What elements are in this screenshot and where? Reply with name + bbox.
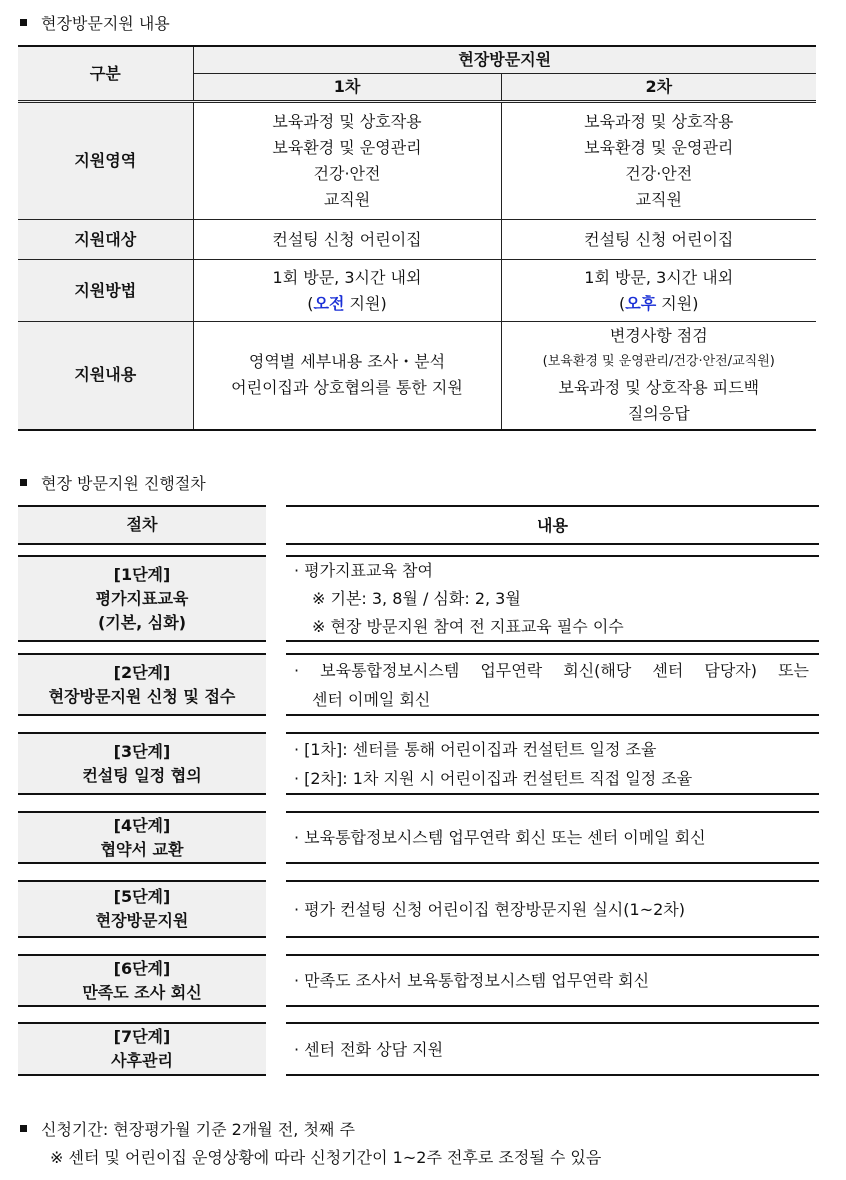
procedure-header-left: 절차 [18, 505, 266, 545]
support-content-table [18, 45, 816, 431]
step-content [286, 880, 819, 938]
step-label: [5단계] 현장방문지원 [18, 880, 266, 938]
step-label: [3단계] 컨설팅 일정 협의 [18, 732, 266, 795]
morning-highlight: 오전 [313, 293, 345, 313]
step-content [286, 653, 819, 716]
row-label: 지원방법 [18, 260, 193, 322]
cell-line: 어린이집과 상호협의를 통한 지원 [231, 378, 463, 398]
table-cell [193, 260, 501, 322]
content-line: · 보육통합정보시스템 업무연락 회신 또는 센터 이메일 회신 [294, 828, 706, 847]
step-label: [6단계] 만족도 조사 회신 [18, 954, 266, 1007]
cell-line: 변경사항 점검 [609, 326, 708, 346]
application-period-text: 신청기간: 현장평가월 기준 2개월 전, 첫째 주 [41, 1120, 355, 1139]
cell-line: 교직원 [323, 190, 371, 209]
header-group: 현장방문지원 [193, 46, 816, 74]
cell-line: 보육환경 및 운영관리 [584, 138, 734, 157]
header-col1: 1차 [193, 74, 501, 102]
row-label: 지원내용 [18, 322, 193, 430]
table-cell: 컨설팅 신청 어린이집 [501, 220, 816, 260]
header-col2: 2차 [501, 74, 816, 102]
cell-line: 보육과정 및 상호작용 피드백 [558, 378, 760, 398]
cell-line: 교직원 [635, 190, 682, 209]
bullet-square-icon [20, 19, 27, 26]
row-label: 지원대상 [18, 220, 193, 260]
header-category: 구분 [18, 46, 193, 102]
step-content [286, 954, 819, 1007]
cell-line: 보육과정 및 상호작용 [272, 112, 422, 131]
content-line: · [1차]: 센터를 통해 어린이집과 컨설턴트 일정 조율 [294, 739, 657, 759]
afternoon-highlight: 오후 [625, 293, 657, 313]
application-period [20, 1117, 355, 1140]
cell-line: 보육환경 및 운영관리 [272, 138, 422, 157]
cell-line: 보육과정 및 상호작용 [584, 112, 734, 131]
table-cell [193, 322, 501, 430]
section-title-text: 현장방문지원 내용 [41, 14, 170, 33]
cell-line: 질의응답 [627, 404, 690, 424]
content-note: ※ 기본: 3, 8월 / 심화: 2, 3월 [312, 588, 521, 608]
application-period-note: ※ 센터 및 어린이집 운영상황에 따라 신청기간이 1~2주 전후로 조정될 수 있음 [50, 1148, 602, 1167]
bullet-square-icon [20, 479, 27, 486]
content-line: 센터 이메일 회신 [312, 689, 431, 709]
content-line: · 평가 컨설팅 신청 어린이집 현장방문지원 실시(1~2차) [294, 899, 685, 919]
cell-line: 1회 방문, 3시간 내외 [272, 267, 422, 287]
content-line: · [2차]: 1차 지원 시 어린이집과 컨설턴트 직접 일정 조율 [294, 768, 693, 788]
cell-line: 건강·안전 [625, 164, 693, 183]
content-line: · 만족도 조사서 보육통합정보시스템 업무연락 회신 [294, 971, 650, 990]
step-content [286, 555, 819, 642]
table-cell [501, 102, 816, 220]
content-line: · 보육통합정보시스템 업무연락 회신(해당 센터 담당자) 또는 [294, 660, 809, 680]
cell-line: 영역별 세부내용 조사・분석 [248, 352, 446, 372]
table-cell [501, 260, 816, 322]
cell-line: 1회 방문, 3시간 내외 [584, 267, 734, 287]
table-cell [501, 322, 816, 430]
content-line: · 센터 전화 상담 지원 [294, 1039, 444, 1059]
step-content [286, 811, 819, 864]
section-title-text: 현장 방문지원 진행절차 [41, 474, 206, 493]
cell-line: 건강·안전 [313, 164, 381, 183]
step-label: [1단계] 평가지표교육 (기본, 심화) [18, 555, 266, 642]
table-cell [193, 102, 501, 220]
step-content [286, 1022, 819, 1076]
cell-line: (오후 지원) [619, 293, 699, 313]
cell-line: (보육환경 및 운영관리/건강·안전/교직원) [542, 354, 775, 370]
cell-line: (오전 지원) [307, 293, 387, 313]
step-label: [7단계] 사후관리 [18, 1022, 266, 1076]
procedure-header-right: 내용 [286, 505, 819, 545]
content-line: · 평가지표교육 참여 [294, 560, 433, 580]
bullet-square-icon [20, 1125, 27, 1132]
table-cell: 컨설팅 신청 어린이집 [193, 220, 501, 260]
content-note: ※ 현장 방문지원 참여 전 지표교육 필수 이수 [312, 616, 624, 636]
step-label: [2단계] 현장방문지원 신청 및 접수 [18, 653, 266, 716]
step-label: [4단계] 협약서 교환 [18, 811, 266, 864]
step-content [286, 732, 819, 795]
row-label: 지원영역 [18, 102, 193, 220]
section-title [20, 11, 170, 34]
section-title [20, 471, 206, 494]
